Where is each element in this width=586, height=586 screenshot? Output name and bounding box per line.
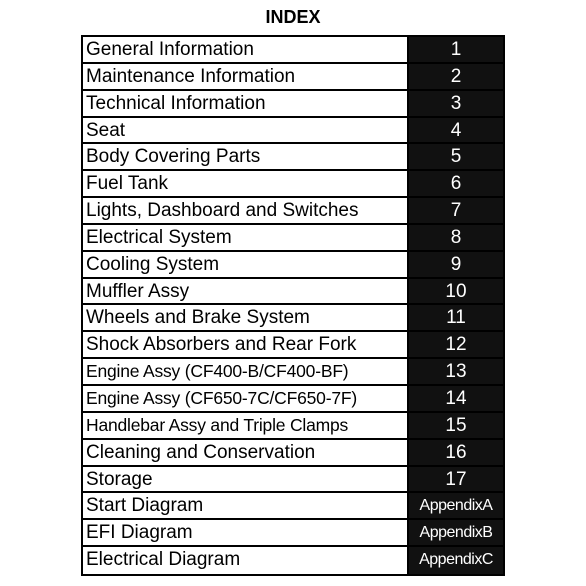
row-number: AppendixC [409,547,503,574]
index-row-handlebar-assy-triple-clamps[interactable] [83,413,503,440]
index-row-general-information[interactable] [83,37,503,64]
row-number: 16 [409,440,503,465]
row-number: AppendixA [409,493,503,518]
row-number: 10 [409,279,503,304]
row-title: Shock Absorbers and Rear Fork [83,332,409,357]
index-row-engine-assy-cf650[interactable] [83,386,503,413]
index-row-body-covering-parts[interactable] [83,144,503,171]
index-row-storage[interactable] [83,467,503,494]
row-title: Fuel Tank [83,171,409,196]
index-row-muffler-assy[interactable] [83,279,503,306]
row-number: AppendixB [409,520,503,545]
row-title: Electrical Diagram [83,547,409,574]
row-title: Cooling System [83,252,409,277]
row-title: Wheels and Brake System [83,305,409,330]
row-number: 7 [409,198,503,223]
row-number: 2 [409,64,503,89]
index-row-wheels-brake-system[interactable] [83,305,503,332]
row-title: Storage [83,467,409,492]
row-number: 17 [409,467,503,492]
row-number: 11 [409,305,503,330]
row-title: Engine Assy (CF400-B/CF400-BF) [83,359,409,384]
row-number: 4 [409,118,503,143]
index-row-electrical-system[interactable] [83,225,503,252]
index-row-efi-diagram[interactable] [83,520,503,547]
row-number: 13 [409,359,503,384]
index-row-seat[interactable] [83,118,503,145]
index-row-engine-assy-cf400[interactable] [83,359,503,386]
row-title: Start Diagram [83,493,409,518]
row-title: Technical Information [83,91,409,116]
index-row-cleaning-conservation[interactable] [83,440,503,467]
row-title: Seat [83,118,409,143]
row-title: Engine Assy (CF650-7C/CF650-7F) [83,386,409,411]
index-table [81,35,505,576]
row-number: 9 [409,252,503,277]
row-title: Handlebar Assy and Triple Clamps [83,413,409,438]
page-title: INDEX [265,7,321,27]
row-number: 8 [409,225,503,250]
row-title: Lights, Dashboard and Switches [83,198,409,223]
row-number: 3 [409,91,503,116]
index-row-cooling-system[interactable] [83,252,503,279]
row-number: 1 [409,37,503,62]
index-row-maintenance-information[interactable] [83,64,503,91]
row-title: Muffler Assy [83,279,409,304]
row-title: EFI Diagram [83,520,409,545]
row-title: Cleaning and Conservation [83,440,409,465]
row-number: 15 [409,413,503,438]
row-title: Body Covering Parts [83,144,409,169]
row-number: 6 [409,171,503,196]
index-row-technical-information[interactable] [83,91,503,118]
row-number: 5 [409,144,503,169]
row-title: Maintenance Information [83,64,409,89]
index-row-electrical-diagram[interactable] [83,547,503,574]
index-row-shock-absorbers-rear-fork[interactable] [83,332,503,359]
index-row-start-diagram[interactable] [83,493,503,520]
row-title: Electrical System [83,225,409,250]
row-title: General Information [83,37,409,62]
row-number: 12 [409,332,503,357]
index-row-fuel-tank[interactable] [83,171,503,198]
index-row-lights-dashboard-switches[interactable] [83,198,503,225]
row-number: 14 [409,386,503,411]
